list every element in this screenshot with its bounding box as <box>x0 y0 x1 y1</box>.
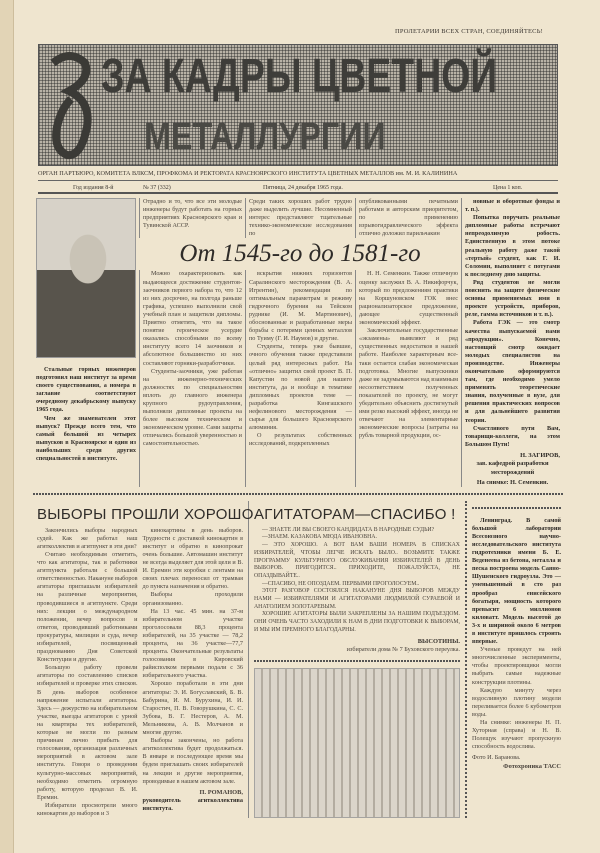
paragraph: —СПАСИБО, НЕ ОПОЗДАЕМ. ПЕРВЫМИ ПРОГОЛОСУЕМ.. <box>262 580 420 587</box>
article2-headline: ВЫБОРЫ ПРОШЛИ ХОРОШО <box>37 505 254 523</box>
paragraph: — ЭТО ХОРОШО. А ВОТ ВАМ ВАШИ НОМЕРА В СПИСКАХ ИЗБИРАТЕЛЕЙ, ЧТОБЫ ЛЕГЧЕ ИСКАТЬ БЫЛО.. ВОЗЬМИТЕ ТАКЖЕ ПРОГРАММУ КУЛЬТУРНОГО ОБСЛУЖИВАНИЯ ИЗБИРАТЕЛЕЙ В ДЕНЬ ВЫБОРОВ. ПРИГОДИТСЯ.. ПРИХОДИТЕ, ПОЖАЛУЙСТА, НЕ ОПАЗДЫВАЙТЕ.. <box>254 542 460 579</box>
paragraph: Избиратели просмотрели много кинокартин до выборов и 3 <box>37 801 138 817</box>
paragraph: Ряд студентов не могли пояснить на защите физические основы применяемых ими в проекте устройств, приборов, реле, гамма источников и т. п.). <box>465 278 560 319</box>
caption-paragraph: Стальные горных инженеров подготовил наш институт за время своего существования, а номера в заглавие соответствуют очередному декабрьскому выпуску 1965 года. <box>36 366 136 414</box>
masthead-ornament-icon <box>45 49 95 161</box>
article1-top-col1: Отрадно и то, что все эти молодые инженеры будут работать на горных предприятиях Красноярского края и Тувинской АССР. <box>139 198 245 238</box>
paragraph: Н. Н. Семенкин. Также отличную оценку заслужил В. А. Никифорчук, который по предложениям практики на Коршуновском ГОК внес рационализаторское предложение, дающее существенный экономический эффект. <box>359 270 458 327</box>
article1-headline: От 1545-го до 1581-го <box>179 240 421 268</box>
paragraph: Закончились выборы народных судей. Как же работал наш агитколлектив и агитпункт в эти дни? <box>37 526 138 550</box>
paragraph: —ЗНАЕМ. КАЗАКОВА МЮДА ИВАНОВНА. <box>262 534 377 541</box>
paragraph: Попытка поручать реальные дипломные работы встречают непреодолимую робость. Единственную в этом потоке реальную работу даже такой «тертый» студент, как Г. И. Соломин, выполняет с потугами к последнему дню защиты. <box>465 214 560 278</box>
article2-col2 <box>143 527 244 818</box>
issue-info-bar <box>38 182 558 194</box>
masthead <box>38 44 558 166</box>
divider <box>472 507 561 509</box>
paragraph: новные и оборотные фонды и т. п.). <box>465 198 560 214</box>
article2-author-title: руководитель агитколлектива института. <box>142 797 243 813</box>
portrait-photo <box>36 198 136 358</box>
article1-photo-note: На снимке: Н. Семенкин. <box>476 478 549 486</box>
publication-year: Год издания 8-й <box>73 185 114 191</box>
article1-col3 <box>355 270 461 486</box>
article1-right-col <box>461 198 563 487</box>
article1-col2 <box>245 270 355 486</box>
paragraph: ЭТОТ РАЗГОВОР СОСТОЯЛСЯ НАКАНУНЕ ДНЯ ВЫБОРОВ МЕЖДУ НАМИ — ИЗБИРАТЕЛЯМИ И АГИТАТОРАМИ ЛЮДМИЛОЙ СУРАЕВОЙ И АНАТОЛИЕМ ЗОЛОТАРЕВЫМ. <box>254 588 460 610</box>
article1-col1 <box>139 270 245 486</box>
article3-author: ВЫСОТИНЫ. <box>417 637 460 645</box>
paragraph: Ленинград. В самой большой лаборатории Всесоюзного научно-исследовательского института гидротехники имени Б. Е. Веденеева из бетона, металла и песка построена модель Саяно-Шушенского гидроузла. Это — уменьшенный в сто раз прообраз енисейского богатыря, мощность которого превысит 6 миллионов киловатт. Модель высотой до 3-х и шириной около 6 метров в институте пришлось строить впервые. <box>472 516 561 646</box>
issue-number: № 37 (332) <box>143 185 171 191</box>
article3 <box>249 501 465 818</box>
slogan: ПРОЛЕТАРИИ ВСЕХ СТРАН, СОЕДИНЯЙТЕСЬ! <box>395 28 544 35</box>
article3-author-title: избиратели дома № 7 Буховского переулка. <box>346 646 460 654</box>
paragraph: О результатах собственных исследований, подкрепленных <box>249 432 352 448</box>
issue-date: Пятница, 24 декабря 1965 года. <box>263 185 343 191</box>
paragraph: Большую работу провели агитаторы по составлению списков избирателей и проверке этих списков. В день выборов особенное напряжение испытали агитаторы. Здесь — дежурство на избирательном участке, выезды агитаторов с урной на квартиры тех избирателей, которые не могли по разным причинам лично прибыть для голосования, организация различных мероприятий в актовом зале института. Говоря о проведении культурно-массовых мероприятий, необходимо отметить огромную работу, которую проделал В. И. Еремин. <box>37 664 138 801</box>
paragraph: На 13 час. 45 мин. на 37-м избирательном участке проголосовали 88,3 процента избирателей, на 35 участке — 78,2 процента, на 36 участке—77,7 процента. Окончательные результаты голосования в Кировский райисполком первыми подали с 36 избирательного участка. <box>142 607 243 680</box>
paragraph: Каждую минуту через водосливную плотину модели переливается более 6 кубометров воды. <box>472 686 561 718</box>
page-edge <box>0 0 14 853</box>
photo-column <box>33 198 139 487</box>
article1-top-col3: опубликованными печатными работами и авторским приоритетом, по применению взрывогидравлического эффекта отлично доложил парильчакин <box>355 198 461 238</box>
masthead-title-line1: ЗА КАДРЫ ЦВЕТНОЙ <box>101 50 498 103</box>
article3-headline: АГИТАТОРАМ—СПАСИБО ! <box>254 505 456 523</box>
top-section <box>33 198 563 487</box>
article1-author: Н. ЗАГИРОВ, <box>520 451 560 459</box>
article2-author: П. РОМАНОВ, <box>199 788 243 796</box>
article1-top-col2: Среди таких хороших работ трудно даже выделить лучшие. Несомненный интерес представляют тщательные технико-экономические исследования по <box>245 198 355 238</box>
article2-columns <box>37 527 243 818</box>
paragraph: Студенты, теперь уже бывшие, очного обучения также представили целый ряд интересных работ. На «отлично» защитил свой проект В. П. Капустин по новой для нашего института, да и вообще в тематике дипломных проектов теме — разработка Кингашского нефелинового месторождения — сырья для большого Красноярского алюминия. <box>249 343 352 432</box>
issue-price: Цена 1 коп. <box>493 185 523 191</box>
article4-body <box>472 517 561 771</box>
paragraph: Считаю необходимым отметить, что как агитаторы, так и работники агитпункта работали с большой ответственностью. Накануне выборов агитаторы приглашали избирателей на различные мероприятия, проводившиеся в агитпункте. Среди них: лекции о международном положении, вечер вопросов и ответов, проводивший работниками прокуратуры, милиции и суда, вечер избирателей, посвященный празднованию Дня Советской Конституции и другие. <box>37 550 138 664</box>
photo-caption <box>36 366 136 463</box>
paragraph: Ученые проведут на ней многочисленные эксперименты, чтобы проектировщики могли выбрать самые надежные конструкции плотины. <box>472 646 561 686</box>
paragraph: Хорошо поработали в эти дни агитаторы: Э. И. Богуславский, Б. В. Бабурина, И. М. Бурухина, И. И. Старостич, П. В. Говорушкина, С. С. Зубова, В. Г. Нестеров, А. М. Мельникова, А. В. Молчанов и многие другие. <box>142 680 243 737</box>
paragraph: На снимке: инженеры Н. П. Хуторная (справа) и Н. В. Полещук изучают пропускную способность водослива. <box>472 719 561 751</box>
paragraph: Студенты-заочники, уже работая на инженерно-технических должностях по специальностям вплоть до главного инженера крупного рудоуправления, выполняли дипломные проекты на более высоком техническом и экономическом уровне. Сами защиты отличались большой уверенностью и самостоятельностью. <box>143 367 242 448</box>
paragraph: Выборы закончены, но работа агитколлектива будет продолжаться. В январе и последующее время мы будем приглашать своих избирателей на лекции и другие мероприятия, проводимые в нашем актовом зале. <box>142 737 243 785</box>
bottom-section <box>33 501 563 818</box>
caption-paragraph: Чем же знаменателен этот выпуск? Прежде всего тем, что самый большой из четырех выпусков в Красноярске и один из наибольших среди других специальностей в институте. <box>36 414 136 463</box>
article2-col1 <box>37 527 138 818</box>
section-divider <box>33 493 563 495</box>
masthead-subtitle: ОРГАН ПАРТБЮРО, КОМИТЕТА ВЛКСМ, ПРОФКОМА И РЕКТОРАТА КРАСНОЯРСКОГО ИНСТИТУТА ЦВЕТНЫХ МЕТАЛЛОВ им. М. И. КАЛИНИНА <box>38 170 558 181</box>
paragraph: Заключительные государственные «экзамены» выявляют и ряд существенных недостатков в нашей работе. Наиболее характерным все-таки остается слабая экономическая подготовка. Многие выпускники даже не задумываются над взаимным несоответствием полученных показателей по проекту, не могут убедительно объяснить достигнутый ими резко высокий эффект, иногда не отвечают на элементарные экономические вопросы (затраты на рубль товарной продукции, ос- <box>359 327 458 440</box>
photo-credit: Фото И. Баранова. <box>472 754 521 762</box>
article2 <box>33 501 254 818</box>
agency-credit: Фотохроника ТАСС <box>503 762 561 770</box>
paragraph: ХОРОШИЕ АГИТАТОРЫ БЫЛИ ЗАКРЕПЛЕНЫ ЗА НАШИМ ПОДЪЕЗДОМ. ОНИ ОЧЕНЬ ЧАСТО ЗАХОДИЛИ К НАМ В ДНИ ПОДГОТОВКИ К ВЫБОРАМ, И МЫ ИМ ПРЕМНОГО БЛАГОДАРНЫ. <box>254 611 460 633</box>
paragraph: — ЗНАЕТЕ ЛИ ВЫ СВОЕГО КАНДИДАТА В НАРОДНЫЕ СУДЬИ? <box>262 526 435 533</box>
paragraph: Выборы проходили организованно. <box>142 591 243 607</box>
paragraph: кинокартины в день выборов. Трудности с доставкой кинокартин в институт и обратно в кинопрокат очень большие. Автомашин институт не всегда выделяет для этой цели и В. И. Еремин эти коробки с лентами на своих плечах переносил от трамвая до пункта назначения и обратно. <box>142 526 243 591</box>
article1-author-title: зав. кафедрой разработки месторождений <box>476 460 549 476</box>
masthead-title-line2: МЕТАЛЛУРГИИ <box>144 116 386 158</box>
paragraph: Счастливого пути Вам, товарищи-коллеги, на этом Большом Пути! <box>465 424 560 448</box>
article4 <box>465 501 563 818</box>
paragraph: вскрытия нижних горизонтов Саралинского месторождения (В. А. Игрентин), рекомендации по оптимальным параметрам и режиму гидрочного бурения на Тейском руднике (И. М. Мартинович), обоснованные и разработанные меры борьбы с потерями ценных металлов по Туиму (Г. И. Наумов) и другие. <box>249 270 352 343</box>
paragraph: Можно охарактеризовать как выдающееся достижение студентов-заочников первого набора то, что 12 из них досрочно, на полгода раньше графика, успешно выполнили свой учебный план и защитили дипломы. Приятно отметить, что на такое понятие героическое усердие оказались способными по всему институту всего 14 заочников и абсолютное большинство из них составляют горняки-разработчики. <box>143 270 242 367</box>
article3-body <box>254 527 460 635</box>
page-content <box>33 198 563 818</box>
dam-model-photo <box>254 668 460 818</box>
divider <box>254 660 460 662</box>
paragraph: Работа ГЭК — это смотр качества выпускаемой нами «продукции». Конечно, настоящий смотр ожидает молодых специалистов на производстве. Инженеры окончательно оформируются там, где необходимо умело применять теоретические знания, полученные в вузе, для решения практических вопросов и для дальнейшего развития теории. <box>465 319 560 424</box>
